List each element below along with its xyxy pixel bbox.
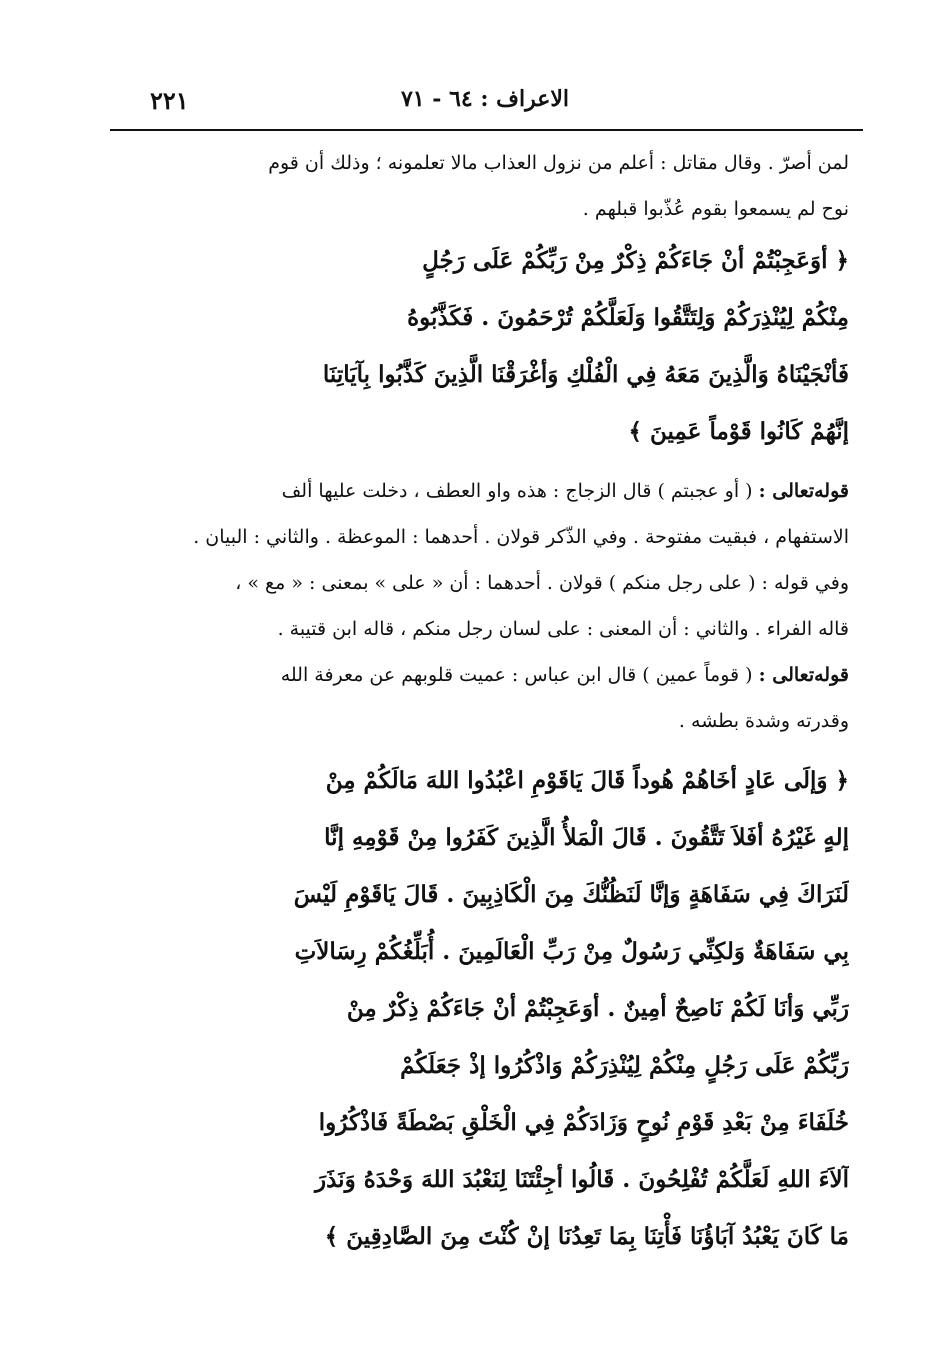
- page-number: ٢٢١: [150, 86, 189, 115]
- quran-verse-line: لَنَرَاكَ فِي سَفَاهَةٍ وَإنَّا لَنَظُنُّكَ مِنَ الْكَاذِبِينَ . قَالَ يَاقَوْمِ لَيْسَ: [293, 881, 849, 908]
- quran-verse-line: رَبِّي وَأنَا لَكُمْ نَاصِحٌ أمِينٌ . أوَعَجِبْتُمْ أنْ جَاءَكُمْ ذِكْرٌ مِنْ: [346, 995, 849, 1022]
- exegesis-notes: [112, 468, 849, 744]
- quran-verse-line: بِي سَفَاهَةٌ وَلكِنِّي رَسُولٌ مِنْ رَبِّ الْعَالَمِينَ . أُبَلِّغُكُمْ رِسَالاَتِ: [294, 938, 849, 965]
- exegesis-line: [112, 468, 849, 514]
- verse-block-71-64: [112, 232, 849, 460]
- verse-block-hud: [112, 752, 849, 1265]
- quran-verse-line: مِنْكُمْ لِيُنْذِرَكُمْ وَلِتَتَّقُوا وَلَعَلَّكُمْ تُرْحَمُونَ . فَكَذَّبُوهُ: [407, 304, 849, 331]
- note-label: قوله‌تعالى :: [758, 664, 849, 686]
- page-header: [110, 82, 860, 122]
- page-body: [112, 140, 849, 1265]
- quran-verse-line: رَبِّكُمْ عَلَى رَجُلٍ مِنْكُمْ لِيُنْذِرَكُمْ وَاذْكُرُوا إذْ جَعَلَكُمْ: [400, 1052, 849, 1079]
- exegesis-line: قاله الفراء . والثاني : أن المعنى : على لسان رجل منكم ، قاله ابن قتيبة .: [277, 618, 849, 640]
- exegesis-line: الاستفهام ، فبقيت مفتوحة . وفي الذّكر قولان . أحدهما : الموعظة . والثاني : البيان .: [193, 526, 849, 548]
- note-text: ( قوماً عمين ) قال ابن عباس : عميت قلوبهم عن معرفة الله: [280, 664, 753, 686]
- exegesis-line: وقدرته وشدة بطشه .: [678, 710, 849, 732]
- exegesis-line: [112, 652, 849, 698]
- header-divider: [110, 129, 863, 131]
- quran-verse-line: ﴿ أوَعَجِبْتُمْ أنْ جَاءَكُمْ ذِكْرٌ مِنْ رَبِّكُمْ عَلَى رَجُلٍ: [422, 247, 849, 274]
- note-text: ( أو عجبتم ) قال الزجاج : هذه واو العطف ، دخلت عليها ألف: [281, 480, 753, 502]
- quran-verse-line: فَأنْجَيْنَاهُ وَالَّذِينَ مَعَهُ فِي الْفُلْكِ وَأغْرَقْنَا الَّذِينَ كَذَّبُوا بِآيَاتِنَا: [322, 361, 849, 388]
- exegesis-line: وفي قوله : ( على رجل منكم ) قولان . أحدهما : أن « على » بمعنى : « مع » ،: [235, 572, 849, 594]
- note-label: قوله‌تعالى :: [758, 480, 849, 502]
- quran-verse-line: آلاَءَ اللهِ لَعَلَّكُمْ تُفْلِحُونَ . قَالُوا أجِئْتَنَا لِنَعْبُدَ اللهَ وَحْدَهُ وَنَذَرَ: [315, 1166, 849, 1193]
- quran-verse-line: مَا كَانَ يَعْبُدُ آبَاؤُنَا فَأْتِنَا بِمَا تَعِدُنَا إنْ كُنْتَ مِنَ الصَّادِقِينَ ﴾: [324, 1223, 849, 1250]
- commentary-line: نوح لم يسمعوا بقوم عُذّبوا قبلهم .: [582, 198, 849, 220]
- quran-verse-line: خُلَفَاءَ مِنْ بَعْدِ قَوْمِ نُوحٍ وَزَادَكُمْ فِي الْخَلْقِ بَصْطَةً فَاذْكُرُوا: [318, 1109, 849, 1136]
- quran-verse-line: إنَّهُمْ كَانُوا قَوْماً عَمِينَ ﴾: [628, 418, 849, 445]
- quran-verse-line: إلهٍ غَيْرُهُ أفَلاَ تَتَّقُونَ . قَالَ الْمَلأُ الَّذِينَ كَفَرُوا مِنْ قَوْمِهِ إنَّا: [324, 824, 849, 851]
- commentary-line: لمن أصرّ . وقال مقاتل : أعلم من نزول العذاب مالا تعلمونه ؛ وذلك أن قوم: [268, 152, 849, 174]
- quran-verse-line: ﴿ وَإلَى عَادٍ أخَاهُمْ هُوداً قَالَ يَاقَوْمِ اعْبُدُوا اللهَ مَالَكُمْ مِنْ: [325, 767, 849, 794]
- running-title: الاعراف : ٦٤ - ٧١: [400, 86, 570, 112]
